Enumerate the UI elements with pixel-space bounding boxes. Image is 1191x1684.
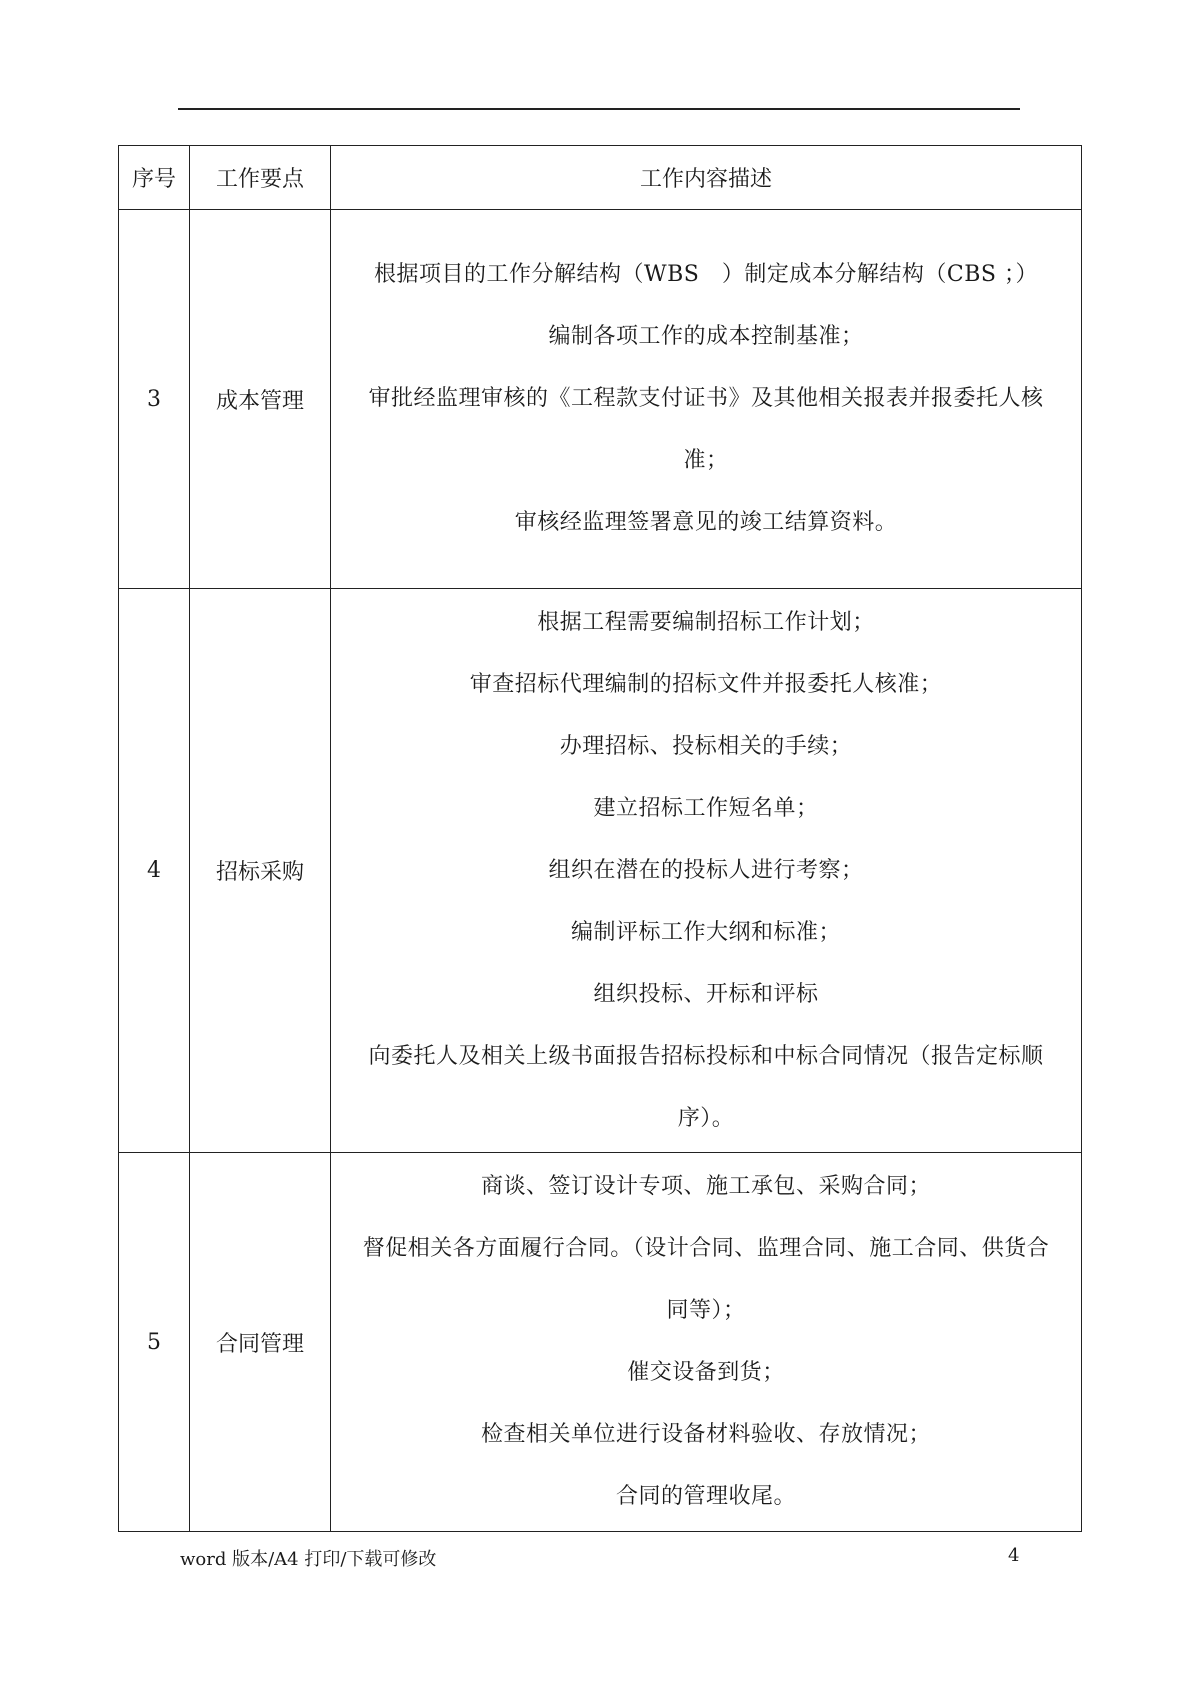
description-line: 同等）； [666,1298,746,1323]
description-line: 根据项目的工作分解结构（WBS ）制定成本分解结构（CBS ；） [374,262,1038,287]
description-line: 商谈、签订设计专项、施工承包、采购合同； [480,1174,931,1199]
description-line: 督促相关各方面履行合同。（设计合同、监理合同、施工合同、供货合 [362,1236,1050,1261]
description-line: 序）。 [677,1105,735,1131]
description-line: 审批经监理审核的《工程款支付证书》及其他相关报表并报委托人核 [368,386,1044,411]
row-no: 5 [119,1153,190,1532]
table-row [119,1153,1082,1532]
description-line: 组织投标、开标和评标 [593,981,819,1007]
description-line: 建立招标工作短名单； [593,795,819,821]
page-number: 4 [1008,1545,1020,1566]
header-point: 工作要点 [190,146,331,210]
header-no: 序号 [119,146,190,210]
table-header-row [119,146,1082,210]
header-rule [178,108,1020,110]
row-description [331,589,1082,1153]
description-line: 编制各项工作的成本控制基准； [548,324,864,349]
footer-note: word 版本/A4 打印/下载可修改 [180,1549,437,1570]
table-row [119,589,1082,1153]
work-content-table [118,145,1082,1532]
description-line: 审核经监理签署意见的竣工结算资料。 [514,510,898,535]
row-point: 招标采购 [190,589,331,1153]
description-line: 组织在潜在的投标人进行考察； [548,857,864,883]
description-line: 办理招标、投标相关的手续； [559,733,853,759]
row-point: 合同管理 [190,1153,331,1532]
header-description: 工作内容描述 [331,146,1082,210]
description-line: 根据工程需要编制招标工作计划； [537,609,875,635]
row-no: 4 [119,589,190,1153]
row-description [331,210,1082,589]
description-line: 编制评标工作大纲和标准； [570,919,841,945]
description-line: 审查招标代理编制的招标文件并报委托人核准； [469,671,943,697]
description-line: 准； [683,448,729,473]
description-line: 检查相关单位进行设备材料验收、存放情况； [480,1422,931,1447]
row-no: 3 [119,210,190,589]
description-line: 向委托人及相关上级书面报告招标投标和中标合同情况（报告定标顺 [368,1043,1044,1069]
row-description [331,1153,1082,1532]
description-line: 合同的管理收尾。 [615,1484,796,1509]
table-row [119,210,1082,589]
row-point: 成本管理 [190,210,331,589]
description-line: 催交设备到货； [627,1360,785,1385]
